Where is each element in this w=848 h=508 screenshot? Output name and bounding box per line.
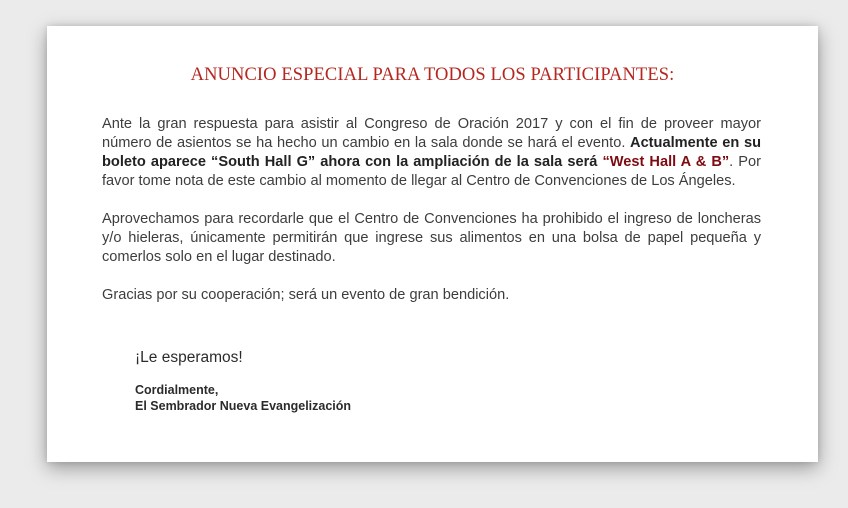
- signoff: [135, 349, 351, 414]
- new-hall-highlight: “West Hall A & B”: [602, 154, 730, 170]
- signature: El Sembrador Nueva Evangelización: [135, 399, 352, 413]
- greeting: ¡Le esperamos!: [135, 349, 243, 366]
- announcement-title: ANUNCIO ESPECIAL PARA TODOS LOS PARTICIPANTES:: [190, 65, 675, 85]
- paragraph-venue-intro: Ante la gran respuesta para asistir al Congreso de Oración 2017 y con el fin de proveer mayor número de asientos se ha hecho un cambio en la sala donde se hará el evento.: [102, 116, 761, 151]
- announcement-body: [102, 115, 761, 305]
- paragraph-venue-change: [102, 115, 761, 191]
- announcement-card: [47, 26, 818, 462]
- regards-block: [135, 382, 351, 414]
- paragraph-thanks: Gracias por su cooperación; será un evento de gran bendición.: [102, 287, 510, 303]
- paragraph-venue-bold: Actualmente en su boleto aparece “South Hall G” ahora con la ampliación de la sala será: [102, 135, 761, 170]
- paragraph-venue-rest: . Por favor tome nota de este cambio al momento de llegar al Centro de Convenciones de Los Ángeles.: [102, 154, 761, 189]
- paragraph-food-policy: Aprovechamos para recordarle que el Centro de Convenciones ha prohibido el ingreso de loncheras y/o hieleras, únicamente permitirán que ingrese sus alimentos en una bolsa de papel pequeña y comerlos solo en el lugar destinado.: [102, 211, 761, 265]
- closing: Cordialmente,: [135, 383, 219, 397]
